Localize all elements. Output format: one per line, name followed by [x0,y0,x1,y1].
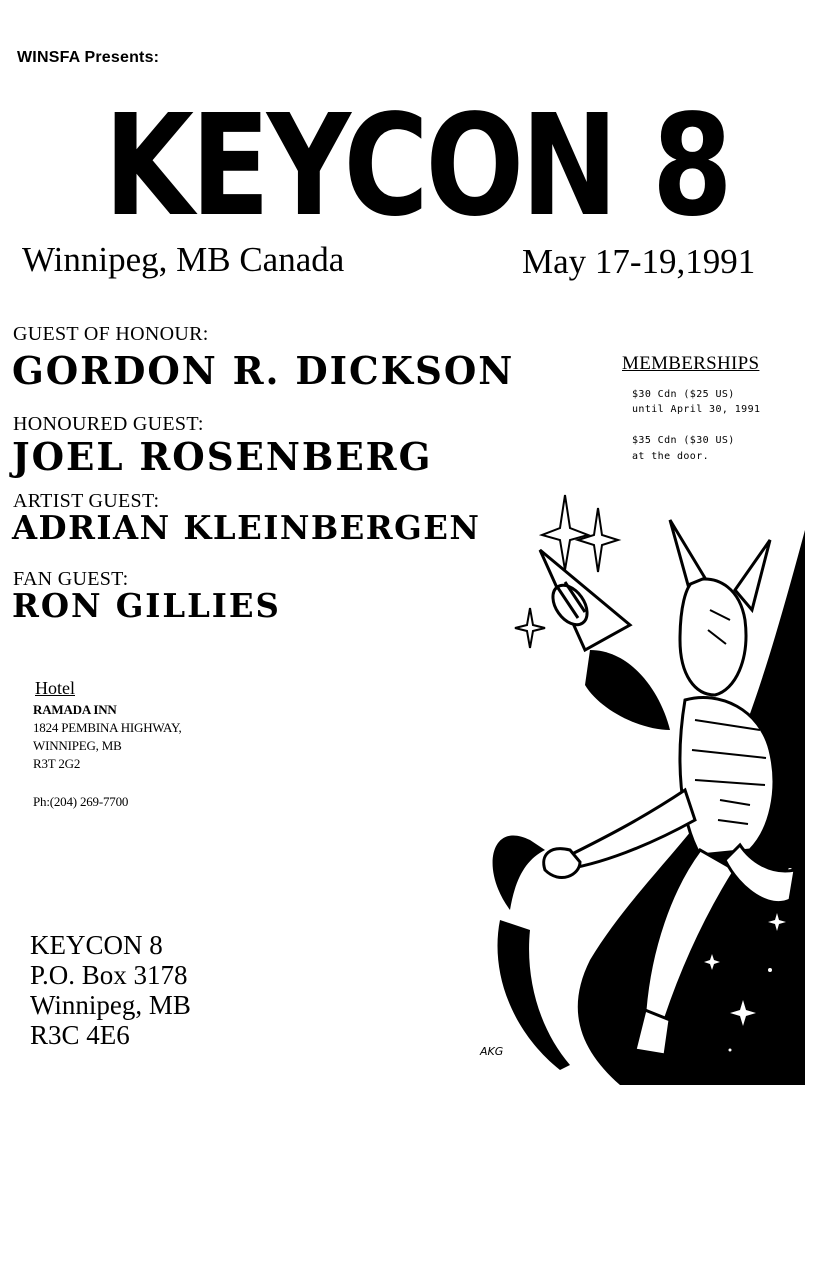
memberships-title: MEMBERSHIPS [622,353,760,374]
guest-label-fan: FAN GUEST: [13,568,129,590]
membership-door-note: at the door. [632,451,710,462]
hotel-heading: Hotel [35,678,75,698]
mailing-address-line: Winnipeg, MB [30,990,191,1020]
membership-deadline: until April 30, 1991 [632,404,761,415]
event-dates: May 17-19,1991 [522,242,756,281]
rocket [540,550,630,650]
mailing-address-line: R3C 4E6 [30,1020,130,1050]
guest-label-artist: ARTIST GUEST: [13,490,160,512]
guest-name-fan: RON GILLIES [12,586,281,625]
guest-label-honour: GUEST OF HONOUR: [13,323,209,345]
hotel-postal: R3T 2G2 [33,756,81,771]
hotel-city: WINNIPEG, MB [33,738,122,753]
event-location: Winnipeg, MB Canada [22,240,345,279]
guest-name-honour: GORDON R. DICKSON [12,348,515,393]
membership-price-early: $30 Cdn ($25 US) [632,389,735,400]
event-title: KEYCON 8 [104,85,730,248]
mailing-address-line: KEYCON 8 [30,930,163,960]
hotel-name: RAMADA INN [33,702,117,717]
presenter-text: WINSFA Presents: [17,49,160,66]
guest-name-honoured: JOEL ROSENBERG [12,434,433,479]
hotel-street: 1824 PEMBINA HIGHWAY, [33,720,182,735]
artist-signature: AKG [480,1045,504,1058]
space-warrior-illustration [470,490,805,1085]
membership-price-door: $35 Cdn ($30 US) [632,435,735,446]
mailing-address-line: P.O. Box 3178 [30,960,188,990]
guest-name-artist: ADRIAN KLEINBERGEN [12,508,481,547]
guest-label-honoured: HONOURED GUEST: [13,413,204,435]
hotel-phone: Ph:(204) 269-7700 [33,794,129,809]
